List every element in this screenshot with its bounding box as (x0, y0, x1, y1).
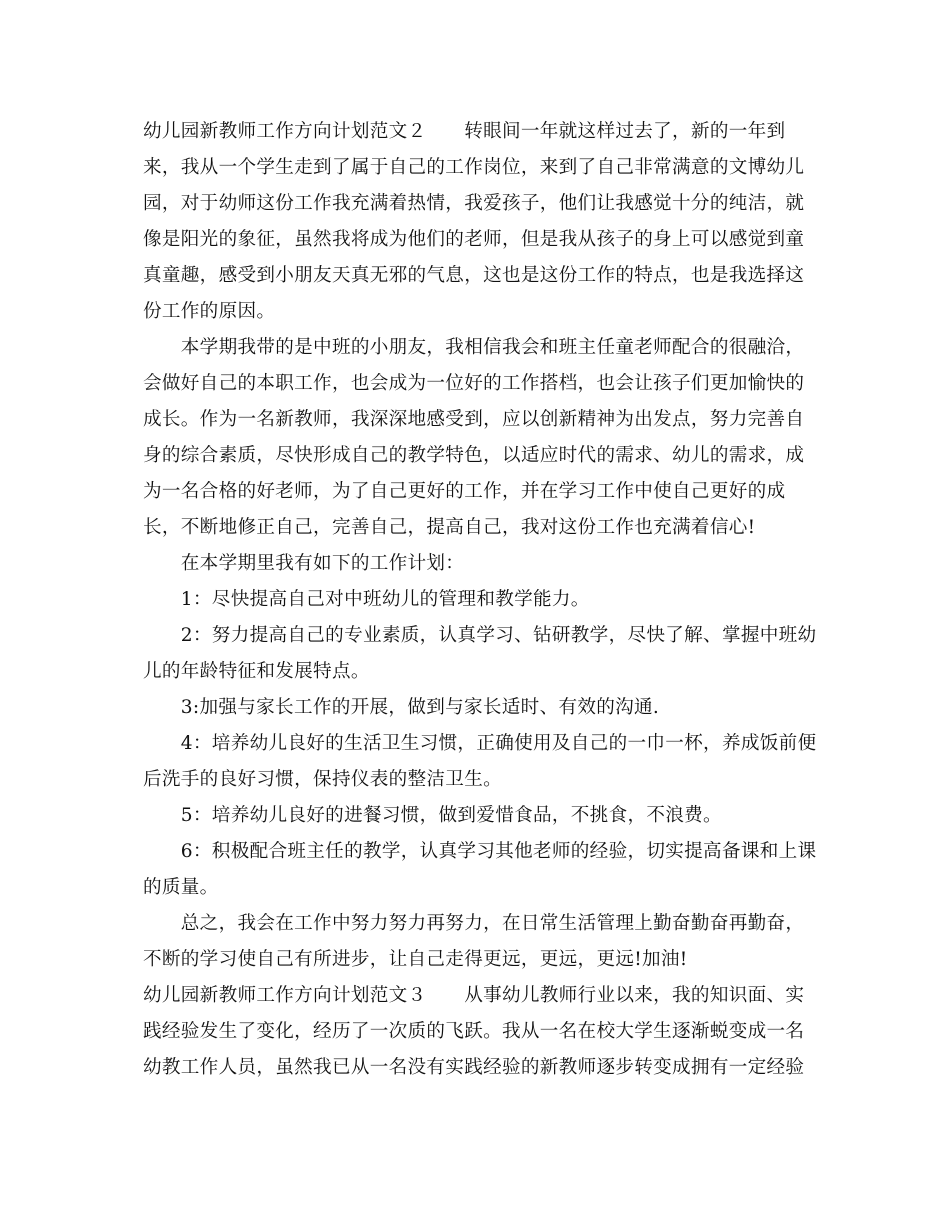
text-line: 份工作的原因。 (143, 301, 276, 322)
text-line: 成长。作为一名新教师，我深深地感受到，应以创新精神为出发点，努力完善自 (143, 409, 805, 430)
text-line: 长，不断地修正自己，完善自己，提高自己，我对这份工作也充满着信心! (143, 517, 756, 538)
text-line: 园，对于幼师这份工作我充满着热情，我爱孩子，他们让我感觉十分的纯洁，就 (143, 193, 805, 214)
text-line: 幼教工作人员，虽然我已从一名没有实践经验的新教师逐步转变成拥有一定经验 (143, 1057, 805, 1078)
heading-line: 幼儿园新教师工作方向计划范文２ 转眼间一年就这样过去了，新的一年到 (143, 121, 786, 142)
heading-line: 幼儿园新教师工作方向计划范文３ 从事幼儿教师行业以来，我的知识面、实 (143, 985, 805, 1006)
list-item-line: 儿的年龄特征和发展特点。 (143, 661, 370, 682)
list-item-line: 6：积极配合班主任的教学，认真学习其他老师的经验，切实提高备课和上课 (143, 841, 817, 862)
text-line: 为一名合格的好老师，为了自己更好的工作，并在学习工作中使自己更好的成 (143, 481, 786, 502)
text-line: 像是阳光的象征，虽然我将成为他们的老师，但是我从孩子的身上可以感觉到童 (143, 229, 805, 250)
list-item-line: 4：培养幼儿良好的生活卫生习惯，正确使用及自己的一巾一杯，养成饭前便 (143, 733, 817, 754)
text-line: 身的综合素质，尽快形成自己的教学特色，以适应时代的需求、幼儿的需求，成 (143, 445, 805, 466)
list-item-line: 2：努力提高自己的专业素质，认真学习、钻研教学，尽快了解、掌握中班幼 (143, 625, 817, 646)
text-line: 在本学期里我有如下的工作计划： (143, 553, 465, 574)
text-line: 践经验发生了变化，经历了一次质的飞跃。我从一名在校大学生逐渐蜕变成一名 (143, 1021, 805, 1042)
text-line: 来，我从一个学生走到了属于自己的工作岗位，来到了自己非常满意的文博幼儿 (143, 157, 805, 178)
text-line: 真童趣，感受到小朋友天真无邪的气息，这也是这份工作的特点，也是我选择这 (143, 265, 805, 286)
list-item-line: 3:加强与家长工作的开展，做到与家长适时、有效的沟通. (143, 697, 660, 718)
list-item-line: 后洗手的良好习惯，保持仪表的整洁卫生。 (143, 769, 502, 790)
list-item-line: 的质量。 (143, 877, 219, 898)
text-line: 本学期我带的是中班的小朋友，我相信我会和班主任童老师配合的很融洽， (143, 337, 805, 358)
list-item-line: 5：培养幼儿良好的进餐习惯，做到爱惜食品，不挑食，不浪费。 (143, 805, 722, 826)
text-line: 会做好自己的本职工作，也会成为一位好的工作搭档，也会让孩子们更加愉快的 (143, 373, 805, 394)
text-line: 不断的学习使自己有所进步，让自己走得更远，更远，更远!加油! (143, 949, 688, 970)
list-item-line: 1：尽快提高自己对中班幼儿的管理和教学能力。 (143, 589, 590, 610)
text-line: 总之，我会在工作中努力努力再努力，在日常生活管理上勤奋勤奋再勤奋， (143, 913, 805, 934)
